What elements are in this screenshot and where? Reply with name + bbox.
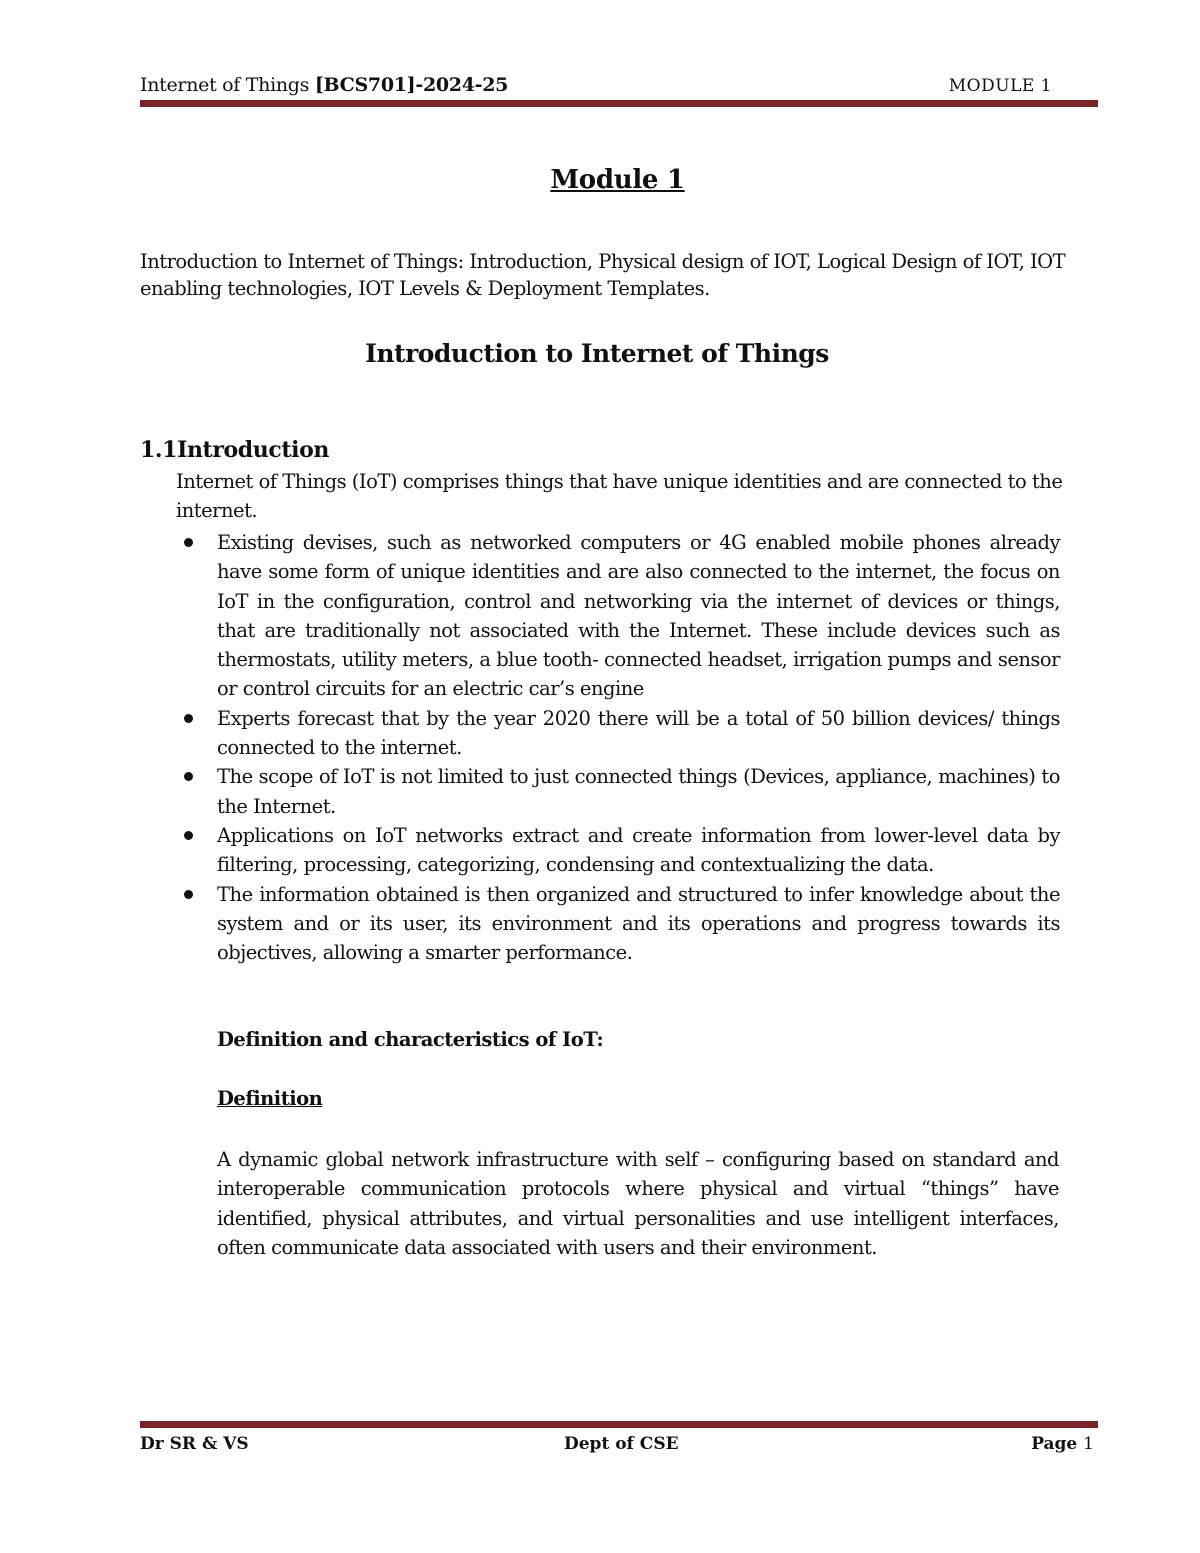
definition-paragraph: A dynamic global network infrastructure with self – configuring based on standard and interoperable communication protocols where physical and virtual “things” have identified, physical attributes, and virtual personalities and use intelligent interfaces, often communicate data associated with users and their environment.	[217, 1148, 1059, 1259]
footer-page-number: 1	[1083, 1434, 1094, 1454]
footer-page-label: Page	[1031, 1434, 1084, 1454]
list-item	[176, 821, 1060, 880]
header-rule	[140, 100, 1098, 107]
module-title: Module 1	[550, 165, 685, 195]
list-item	[176, 762, 1060, 821]
list-item-text: Existing devises, such as networked computers or 4G enabled mobile phones already have some form of unique identities and are also connected to the internet, the focus on IoT in the configuration, control and networking via the internet of devices or things, that are traditionally not associated with the Internet. These include devices such as thermostats, utility meters, a blue tooth- connected headset, irrigation pumps and sensor or control circuits for an electric car’s engine	[217, 531, 1060, 701]
definition-heading: Definition and characteristics of IoT:	[217, 1028, 604, 1051]
bullet-icon	[184, 538, 193, 547]
bullet-icon	[184, 772, 193, 781]
list-item-text: Experts forecast that by the year 2020 there will be a total of 50 billion devices/ things connected to the internet.	[217, 706, 1060, 760]
list-item	[176, 704, 1060, 763]
bullet-icon	[184, 890, 193, 899]
footer-authors: Dr SR & VS	[140, 1434, 249, 1454]
list-item-text: The information obtained is then organized and structured to infer knowledge about the system and or its user, its environment and its operations and progress towards its objectives, allowing a smarter performance.	[217, 882, 1060, 965]
list-item-text: Applications on IoT networks extract and create information from lower-level data by filtering, processing, categorizing, condensing and contextualizing the data.	[217, 823, 1060, 877]
module-summary: Introduction to Internet of Things: Introduction, Physical design of IOT, Logical Design of IOT, IOT enabling technologies, IOT Levels & Deployment Templates.	[140, 250, 1066, 300]
section-title: Introduction to Internet of Things	[365, 339, 829, 368]
intro-paragraph: Internet of Things (IoT) comprises things that have unique identities and are connected to the internet.	[176, 470, 1063, 522]
list-item	[176, 528, 1060, 704]
page-header	[140, 74, 1098, 98]
footer-page	[1031, 1434, 1094, 1454]
bullet-list	[176, 528, 1060, 967]
header-course-code: [BCS701]-2024-25	[314, 74, 509, 96]
header-course-title	[140, 74, 508, 96]
header-course-name: Internet of Things	[140, 74, 315, 96]
bullet-icon	[184, 714, 193, 723]
footer-department: Dept of CSE	[564, 1434, 679, 1454]
definition-subheading: Definition	[217, 1087, 323, 1110]
list-item	[176, 880, 1060, 968]
page-footer	[140, 1434, 1098, 1458]
footer-rule	[140, 1421, 1098, 1428]
subsection-title: 1.1Introduction	[140, 437, 329, 463]
header-module-label: MODULE 1	[948, 76, 1052, 96]
bullet-icon	[184, 831, 193, 840]
list-item-text: The scope of IoT is not limited to just connected things (Devices, appliance, machines) to the Internet.	[217, 765, 1060, 818]
